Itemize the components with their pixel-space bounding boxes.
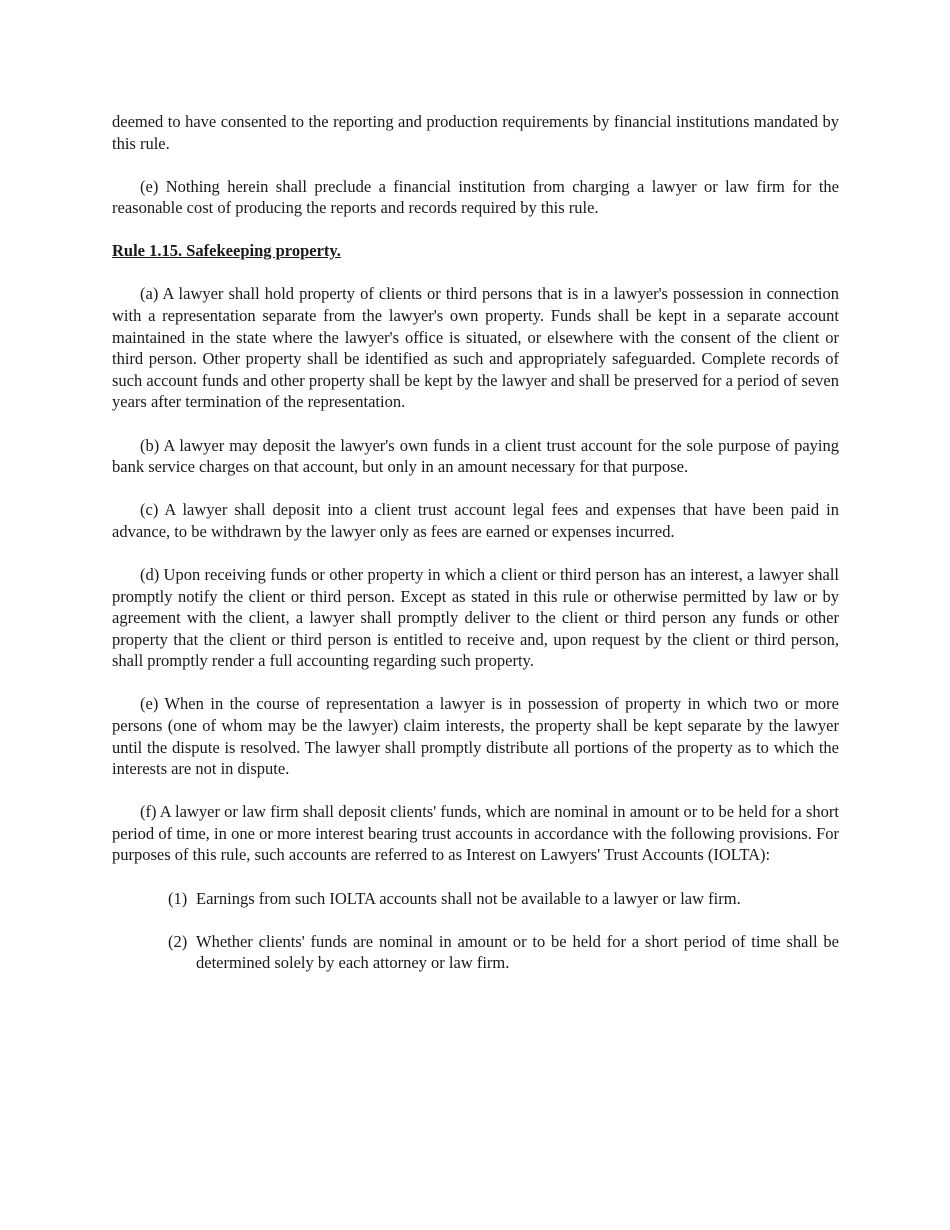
- paragraph-d: (d) Upon receiving funds or other property in which a client or third person has an interest, a lawyer shall promptly notify the client or third person. Except as stated in this rule or otherwise permitted by law or by agreement with the client, a lawyer shall promptly deliver to the client or third person any funds or other property that the client or third person is entitled to receive and, upon request by the client or third person, shall promptly render a full accounting regarding such property.: [112, 564, 839, 671]
- paragraph-e-previous-rule: (e) Nothing herein shall preclude a financial institution from charging a lawyer or law firm for the reasonable cost of producing the reports and records required by this rule.: [112, 176, 839, 218]
- rule-heading: Rule 1.15. Safekeeping property.: [112, 241, 341, 261]
- list-item: [168, 888, 839, 910]
- list-item-number: (2): [168, 931, 188, 951]
- list-item: [168, 931, 839, 974]
- paragraph-b: (b) A lawyer may deposit the lawyer's own funds in a client trust account for the sole purpose of paying bank service charges on that account, but only in an amount necessary for that purpose.: [112, 435, 839, 477]
- list-item-text: Whether clients' funds are nominal in amount or to be held for a short period of time shall be determined solely by each attorney or law firm.: [196, 931, 839, 973]
- paragraph-e: (e) When in the course of representation a lawyer is in possession of property in which two or more persons (one of whom may be the lawyer) claim interests, the property shall be kept separate by the lawyer until the dispute is resolved. The lawyer shall promptly distribute all portions of the property as to which the interests are not in dispute.: [112, 694, 839, 779]
- list-item-text: Earnings from such IOLTA accounts shall not be available to a lawyer or law firm.: [196, 888, 741, 908]
- list-item-number: (1): [168, 888, 188, 908]
- continued-paragraph: deemed to have consented to the reporting and production requirements by financial institutions mandated by this rule.: [112, 112, 839, 153]
- paragraph-c: (c) A lawyer shall deposit into a client trust account legal fees and expenses that have been paid in advance, to be withdrawn by the lawyer only as fees are earned or expenses incurred.: [112, 500, 839, 541]
- paragraph-f: (f) A lawyer or law firm shall deposit clients' funds, which are nominal in amount or to be held for a short period of time, in one or more interest bearing trust accounts in accordance with the following provisions. For purposes of this rule, such accounts are referred to as Interest on Lawyers' Trust Accounts (IOLTA):: [112, 802, 839, 865]
- document-page: [112, 111, 839, 995]
- paragraph-a: (a) A lawyer shall hold property of clients or third persons that is in a lawyer's possession in connection with a representation separate from the lawyer's own property. Funds shall be kept in a separate account maintained in the state where the lawyer's office is situated, or elsewhere with the consent of the client or third person. Other property shall be identified as such and appropriately safeguarded. Complete records of such account funds and other property shall be kept by the lawyer and shall be preserved for a period of seven years after termination of the representation.: [112, 284, 839, 412]
